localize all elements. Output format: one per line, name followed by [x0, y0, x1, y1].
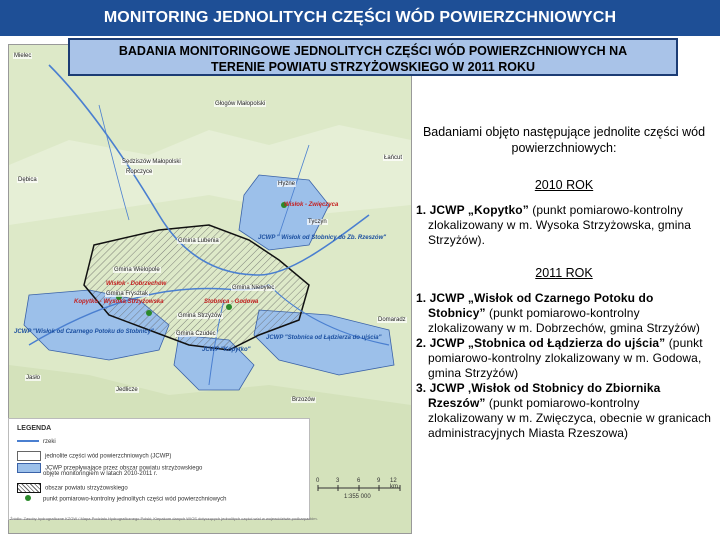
legend-item-jcwp-monitored: JCWP przepływające przez obszar powiatu strzyżowskiego — [17, 463, 202, 473]
legend-jcwp-swatch — [17, 451, 41, 461]
entry-2011-1: 1. JCWP „Wisłok od Czarnego Potoku do Stobnicy” (punkt pomiarowo-kontrolny zlokalizowany w m. Dobrzechów, gmina Strzyżów) — [416, 291, 701, 335]
year-2011-heading: 2011 ROK — [535, 266, 593, 280]
page-title: MONITORING JEDNOLITYCH CZĘŚCI WÓD POWIERZCHNIOWYCH — [103, 9, 617, 26]
scale-tick-12: 12 km — [390, 478, 398, 490]
legend-powiat-swatch — [17, 483, 41, 493]
legend-item-jcwp: jednolite części wód powierzchniowych (JCWP) — [17, 451, 171, 461]
map-label-gmina-czudec: Gmina Czudec — [176, 331, 216, 337]
scale-tick-9: 9 — [377, 478, 381, 484]
map-label-gmina-frysztak: Gmina Frysztak — [106, 291, 149, 297]
scale-ratio: 1:355 000 — [344, 494, 371, 500]
title-bar — [0, 0, 720, 36]
map-label-tyczyn: Tyczyn — [308, 219, 327, 225]
subtitle-line-2: TERENIE POWIATU STRZYŻOWSKIEGO W 2011 ROKU — [210, 60, 536, 74]
map-label-stobnica-godowa: Stobnica - Godowa — [204, 299, 259, 305]
subtitle-box — [68, 38, 678, 76]
map-label-lancut: Łańcut — [384, 155, 403, 161]
map-label-mielec: Mielec — [14, 53, 32, 59]
scale-tick-6: 6 — [357, 478, 361, 484]
legend-item-point: punkt pomiarowo-kontrolny jednolitych części wód powierzchniowych — [17, 495, 226, 503]
entry-2011-3: 3. JCWP ‚Wisłok od Stobnicy do Zbiornika Rzeszów” (punkt pomiarowo-kontrolny zlokalizowany w m. Zwięczyca, obecnie w granicach administracyjnych Miasta Rzeszowa) — [416, 381, 712, 440]
map-label-sedziszow: Sędziszów Małopolski — [122, 159, 181, 165]
map-label-kopytko: Kopytko - Wysoka Strzyżowska — [74, 299, 164, 305]
map-source-note: Źródło: Zasoby hydrograficzne KZGW / Mapa Podziału Hydrograficznego Polski; Kiepakom danych WIOS dotyczących jednolitych części wód w województwie podkarpackim. — [10, 516, 318, 521]
map-label-ropczyce: Ropczyce — [126, 169, 153, 175]
legend-river-swatch — [17, 440, 39, 442]
map-label-jaslo: Jasło — [26, 375, 41, 381]
map-legend — [8, 418, 310, 520]
map-label-wislok-zwieczyca: Wisłok - Zwięczyca — [284, 202, 339, 208]
year-2010-heading: 2010 ROK — [534, 178, 594, 192]
map-label-jcwp-wislok-zb: JCWP " Wisłok od Stobnicy do Zb. Rzeszów" — [258, 235, 387, 241]
map-label-wislok-dobrzechow: Wisłok - Dobrzechów — [106, 281, 167, 287]
map-label-glogow: Głogów Małopolski — [215, 101, 266, 107]
entry-2010-1: 1. JCWP „Kopytko” (punkt pomiarowo-kontrolny zlokalizowany w m. Wysoka Strzyżowska, gmina Strzyżów). — [416, 203, 692, 247]
legend-point-swatch — [17, 495, 39, 503]
map-label-jcwp-wislok-czarny: JCWP "Wisłok od Czarnego Potoku do Stobnicy" — [14, 329, 154, 335]
description-panel — [414, 124, 714, 441]
legend-item-powiat: obszar powiatu strzyżowskiego — [17, 483, 128, 493]
map-label-hyzne: Hyżne — [278, 181, 296, 187]
subtitle-line-1: BADANIA MONITORINGOWE JEDNOLITYCH CZĘŚCI WÓD POWIERZCHNIOWYCH NA — [118, 44, 628, 58]
map-label-gmina-lubenia: Gmina Lubenia — [178, 238, 219, 244]
legend-jcwp-monitored-swatch — [17, 463, 41, 473]
legend-item-rivers: rzeki — [17, 439, 56, 445]
legend-title: LEGENDA — [17, 425, 52, 432]
map-label-jcwp-kopytko: JCWP "Kopytko" — [202, 347, 251, 353]
map-label-gmina-wielopole: Gmina Wielopole — [114, 267, 160, 273]
map-label-debica: Dębica — [18, 177, 37, 183]
map-label-brzozow: Brzozów — [292, 397, 316, 403]
map-label-domaradz: Domaradz — [378, 317, 406, 323]
scale-tick-3: 3 — [336, 478, 340, 484]
map-label-gmina-strzyzow: Gmina Strzyżów — [178, 313, 222, 319]
scale-tick-0: 0 — [316, 478, 320, 484]
map-label-jcwp-stobnica: JCWP "Stobnica od Łądzierza do ujścia" — [266, 335, 382, 341]
map-label-gmina-niebylec: Gmina Niebylec — [232, 285, 275, 291]
map-scale — [314, 478, 404, 508]
map-label-jedlicze: Jedlicze — [116, 387, 138, 393]
entry-2011-2: 2. JCWP „Stobnica od Łądzierza do ujścia” (punkt pomiarowo-kontrolny zlokalizowany w m. Godowa, gmina Strzyżów) — [416, 336, 703, 380]
intro-text: Badaniami objęto następujące jednolite części wód powierzchniowych: — [422, 125, 706, 155]
legend-item-jcwp-monitored-years: objęte monitoringiem w latach 2010-2011 r. — [43, 471, 158, 477]
